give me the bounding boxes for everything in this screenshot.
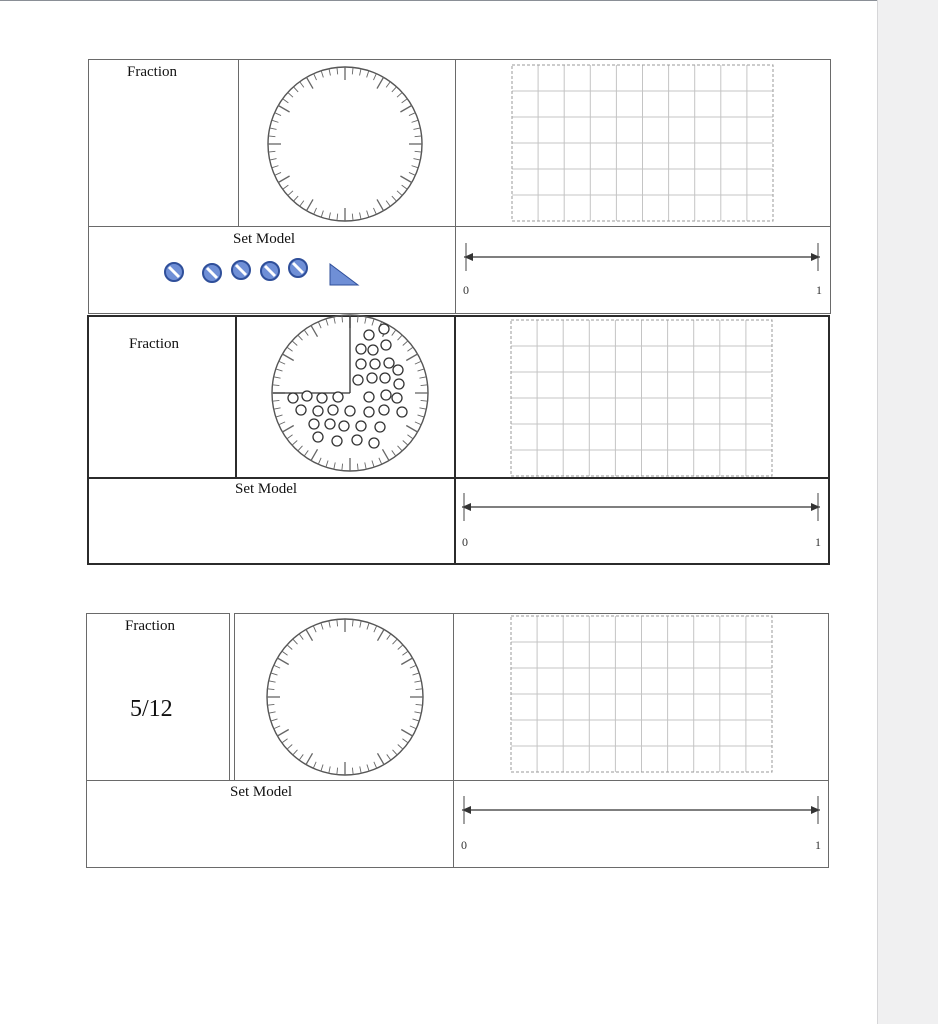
fraction-value: 5/12 (130, 696, 173, 722)
numberline-one-label: 1 (815, 535, 821, 549)
top-border (0, 0, 938, 1)
clock-cell (235, 315, 456, 479)
fraction-label: Fraction (125, 618, 175, 634)
clock-cell (238, 59, 456, 227)
numberline-cell (455, 226, 831, 314)
numberline-one-label: 1 (816, 283, 822, 297)
numberline-zero-label: 0 (461, 838, 467, 852)
number-line (0, 0, 1, 1)
set-token-icon (165, 263, 183, 281)
set-token-icon (232, 261, 250, 279)
numberline-one-label: 1 (815, 838, 821, 852)
fraction-label: Fraction (129, 336, 179, 352)
numberline-zero-label: 0 (462, 535, 468, 549)
set-model-label: Set Model (230, 784, 293, 800)
set-model-label: Set Model (235, 481, 298, 497)
side-panel (877, 0, 938, 1024)
numberline-cell (453, 780, 829, 868)
set-token-icon (289, 259, 307, 277)
fraction-cell (88, 59, 239, 227)
set-model-label: Set Model (233, 231, 296, 247)
numberline-zero-label: 0 (463, 283, 469, 297)
fraction-label: Fraction (127, 64, 177, 80)
set-token-icon (261, 262, 279, 280)
numberline-cell (454, 477, 830, 565)
set-token-icon (203, 264, 221, 282)
